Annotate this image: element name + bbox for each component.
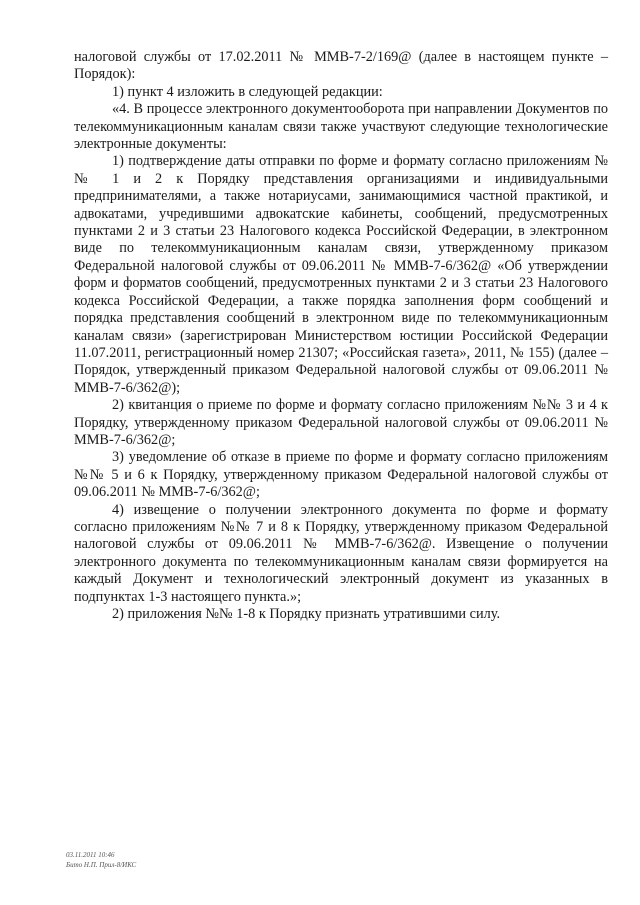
paragraph-subitem-3: 3) уведомление об отказе в приеме по форме и формату согласно приложениям №№ 5 и 6 к Порядку, утвержденному приказом Федеральной налоговой службы от 09.06.2011 № ММВ-7-6/362@; [74, 449, 608, 501]
paragraph-continuation: налоговой службы от 17.02.2011 № ММВ-7-2/169@ (далее в настоящем пункте – Порядок): [74, 49, 608, 83]
document-body [74, 49, 608, 623]
footer-stamp [66, 850, 136, 870]
paragraph-subitem-1: 1) подтверждение даты отправки по форме и формату согласно приложениям №№ 1 и 2 к Порядку представления организациями и индивидуальными предпринимателями, а также нотариусами, занимающимися частной практикой, и адвокатами, учредившими адвокатские кабинеты, сообщений, предусмотренных пунктами 2 и 3 статьи 23 Налогового кодекса Российской Федерации, в электронном виде по телекоммуникационным каналам связи, утвержденному приказом Федеральной налоговой службы от 09.06.2011 № ММВ-7-6/362@ «Об утверждении форм и форматов сообщений, предусмотренных пунктами 2 и 3 статьи 23 Налогового кодекса Российской Федерации, а также порядка заполнения форм сообщений и порядка представления сообщений в электронном виде по телекоммуникационным каналам связи» (зарегистрирован Министерством юстиции Российской Федерации 11.07.2011, регистрационный номер 21307; «Российская газета», 2011, № 155) (далее – Порядок, утвержденный приказом Федеральной налоговой службы от 09.06.2011 № ММВ-7-6/362@); [74, 153, 608, 396]
footer-timestamp: 03.11.2011 10:46 [66, 851, 115, 859]
footer-author: Бито Н.П. Прил-8/ИКС [66, 861, 137, 869]
paragraph-point-1: 1) пункт 4 изложить в следующей редакции: [112, 83, 383, 100]
paragraph-new-clause-4: «4. В процессе электронного документооборота при направлении Документов по телекоммуникационным каналам связи также участвуют следующие технологические электронные документы: [74, 101, 608, 153]
paragraph-subitem-4: 4) извещение о получении электронного документа по форме и формату согласно приложениям №№ 7 и 8 к Порядку, утвержденному приказом Федеральной налоговой службы от 09.06.2011 № ММВ-7-6/362@. Извещение о получении электронного документа по телекоммуникационным каналам связи формируется на каждый Документ и технологический электронный документ из указанных в подпунктах 1-3 настоящего пункта.»; [74, 501, 608, 605]
paragraph-point-2: 2) приложения №№ 1-8 к Порядку признать утратившими силу. [112, 606, 501, 622]
paragraph-subitem-2: 2) квитанция о приеме по форме и формату согласно приложениям №№ 3 и 4 к Порядку, утвержденному приказом Федеральной налоговой службы от 09.06.2011 № ММВ-7-6/362@; [74, 397, 608, 448]
